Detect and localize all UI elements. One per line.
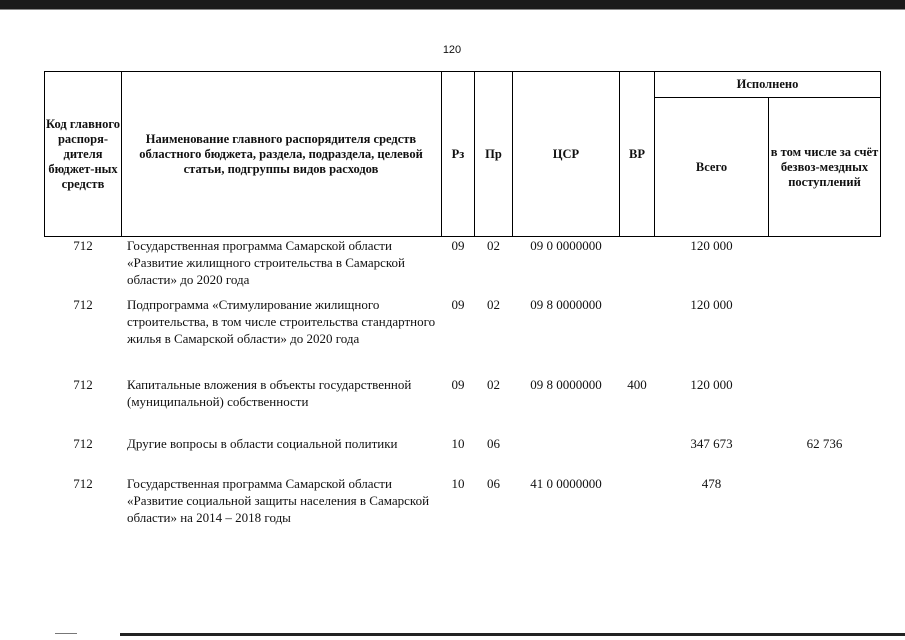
col-border-right [880, 71, 881, 237]
cell-csr: 09 8 0000000 [530, 297, 602, 312]
cell-rz: 09 [451, 297, 465, 312]
header-total: Всего [695, 159, 728, 174]
header-csr: ЦСР [552, 146, 580, 161]
page-number: 120 [442, 44, 462, 56]
header-rz: Рз [451, 146, 465, 161]
cell-rz: 09 [451, 377, 465, 392]
cell-rz: 10 [451, 436, 465, 451]
cell-pr: 06 [487, 476, 500, 491]
cell-name: Государственная программа Самарской области «Развитие жилищного строительства в Самарской области» до 2020 года [127, 238, 405, 287]
cell-csr: 09 0 0000000 [530, 238, 602, 253]
scan-edge-top [0, 0, 905, 9]
cell-code: 712 [73, 238, 93, 253]
header-pr: Пр [485, 146, 502, 161]
header-grants: в том числе за счёт безвоз-мездных поступлений [770, 144, 879, 189]
cell-name: Другие вопросы в области социальной политики [127, 436, 398, 451]
cell-code: 712 [73, 436, 93, 451]
header-code: Код главного распоря-дителя бюджет-ных средств [46, 116, 120, 191]
cell-pr: 02 [487, 377, 500, 392]
scan-edge-bottom [120, 633, 905, 636]
cell-csr: 09 8 0000000 [530, 377, 602, 392]
cell-total: 347 673 [690, 436, 733, 451]
header-vr: ВР [629, 146, 645, 161]
scan-edge-bottom-left [55, 633, 77, 634]
cell-code: 712 [73, 377, 93, 392]
cell-name: Капитальные вложения в объекты государственной (муниципальной) собственности [127, 377, 412, 409]
cell-rz: 09 [451, 238, 465, 253]
cell-total: 120 000 [690, 238, 733, 253]
cell-pr: 02 [487, 238, 500, 253]
cell-total: 120 000 [690, 297, 733, 312]
cell-total: 478 [701, 476, 722, 491]
cell-total: 120 000 [690, 377, 733, 392]
header-name: Наименование главного распорядителя средств областного бюджета, раздела, подраздела, целевой статьи, подгруппы видов расходов [139, 131, 423, 176]
header-executed: Исполнено [736, 77, 799, 91]
cell-code: 712 [73, 297, 93, 312]
cell-code: 712 [73, 476, 93, 491]
col-border-code [121, 71, 122, 237]
cell-name: Государственная программа Самарской области «Развитие социальной защиты населения в Самарской области» на 2014 – 2018 годы [127, 476, 430, 525]
cell-grants: 62 736 [806, 436, 843, 451]
cell-name: Подпрограмма «Стимулирование жилищного строительства, в том числе строительства стандартного жилья в Самарской области» до 2020 года [127, 297, 436, 346]
cell-csr: 41 0 0000000 [530, 476, 602, 491]
cell-vr: 400 [627, 377, 647, 392]
scan-edge-top-shade [0, 9, 905, 10]
cell-rz: 10 [451, 476, 465, 491]
cell-pr: 06 [487, 436, 500, 451]
cell-pr: 02 [487, 297, 500, 312]
